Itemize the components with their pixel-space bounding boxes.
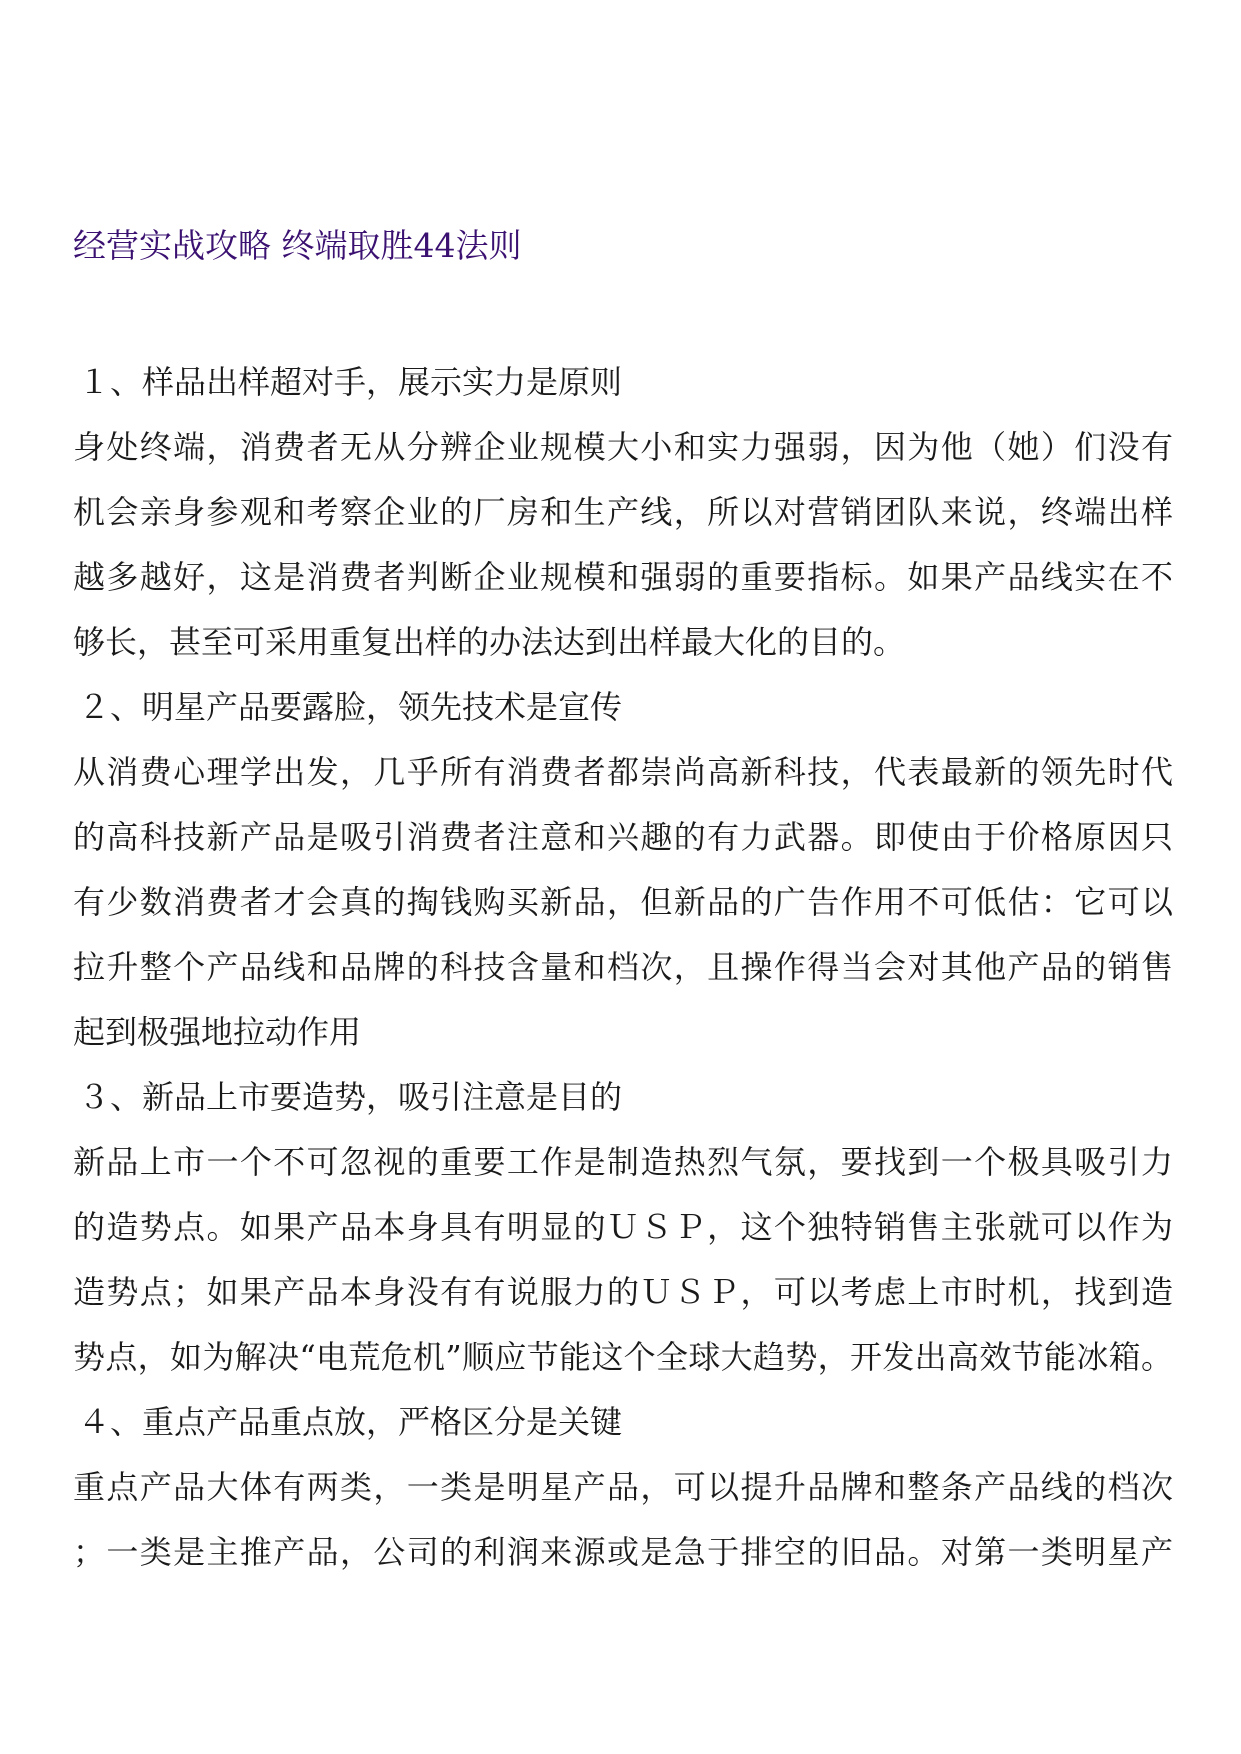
paragraph-line: 起到极强地拉动作用 [73,1013,362,1051]
paragraph-line: 越多越好，这是消费者判断企业规模和强弱的重要指标。如果产品线实在不 [73,558,1173,596]
section-heading-3: ３、新品上市要造势，吸引注意是目的 [78,1078,623,1116]
paragraph-line: 新品上市一个不可忽视的重要工作是制造热烈气氛，要找到一个极具吸引力 [73,1143,1173,1181]
section-heading-2: ２、明星产品要露脸，领先技术是宣传 [78,688,623,726]
paragraph-line: 的造势点。如果产品本身具有明显的ＵＳＰ，这个独特销售主张就可以作为 [73,1208,1173,1246]
paragraph-line: 身处终端，消费者无从分辨企业规模大小和实力强弱，因为他（她）们没有 [73,428,1173,466]
paragraph-line: 的高科技新产品是吸引消费者注意和兴趣的有力武器。即使由于价格原因只 [73,818,1173,856]
paragraph-line: 从消费心理学出发，几乎所有消费者都崇尚高新科技，代表最新的领先时代 [73,753,1173,791]
paragraph-line: ；一类是主推产品，公司的利润来源或是急于排空的旧品。对第一类明星产 [73,1533,1173,1571]
paragraph-line: 够长，甚至可采用重复出样的办法达到出样最大化的目的。 [73,623,906,661]
document-title: 经营实战攻略 终端取胜44法则 [73,226,522,265]
paragraph-line: 有少数消费者才会真的掏钱购买新品，但新品的广告作用不可低估：它可以 [73,883,1173,921]
paragraph-line: 机会亲身参观和考察企业的厂房和生产线，所以对营销团队来说，终端出样 [73,493,1173,531]
paragraph-line: 重点产品大体有两类，一类是明星产品，可以提升品牌和整条产品线的档次 [73,1468,1173,1506]
document-body [73,350,1173,1585]
paragraph-line: 造势点；如果产品本身没有有说服力的ＵＳＰ，可以考虑上市时机，找到造 [73,1273,1173,1311]
section-heading-1: １、样品出样超对手，展示实力是原则 [78,363,623,401]
paragraph-line: 势点，如为解决“电荒危机”顺应节能这个全球大趋势，开发出高效节能冰箱。 [73,1338,1173,1376]
section-heading-4: ４、重点产品重点放，严格区分是关键 [78,1403,623,1441]
paragraph-line: 拉升整个产品线和品牌的科技含量和档次，且操作得当会对其他产品的销售 [73,948,1173,986]
